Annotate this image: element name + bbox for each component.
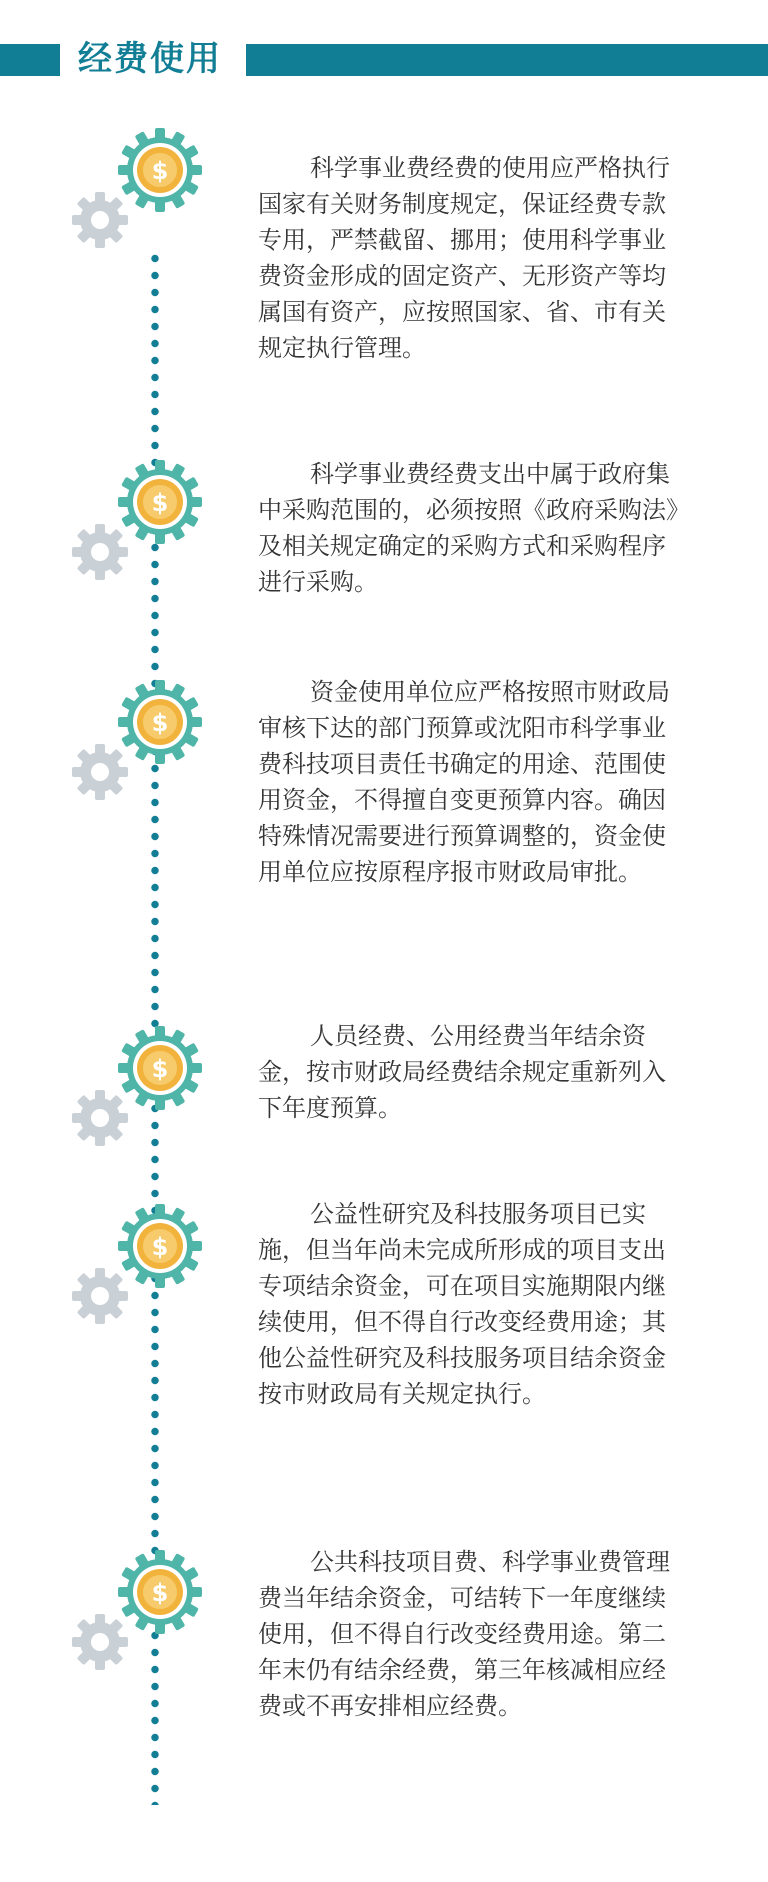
dollar-coin-gear-icon (118, 680, 202, 764)
timeline-node-1 (0, 128, 220, 288)
timeline-node-3 (0, 680, 220, 840)
header-bar-left (0, 44, 60, 76)
timeline-node-6 (0, 1550, 220, 1710)
timeline-node-2 (0, 460, 220, 620)
paragraph-1: 科学事业费经费的使用应严格执行国家有关财务制度规定，保证经费专款专用，严禁截留、挪用；使用科学事业费资金形成的固定资产、无形资产等均属国有资产，应按照国家、省、市有关规定执行管理。 (258, 154, 670, 362)
paragraph-5: 公益性研究及科技服务项目已实施，但当年尚未完成所形成的项目支出专项结余资金，可在项目实施期限内继续使用，但不得自行改变经费用途；其他公益性研究及科技服务项目结余资金按市财政局有关规定执行。 (258, 1200, 666, 1408)
paragraph-2: 科学事业费经费支出中属于政府集中采购范围的，必须按照《政府采购法》及相关规定确定的采购方式和采购程序进行采购。 (258, 460, 678, 596)
paragraph-4: 人员经费、公用经费当年结余资金，按市财政局经费结余规定重新列入下年度预算。 (258, 1022, 666, 1122)
paragraph-3: 资金使用单位应严格按照市财政局审核下达的部门预算或沈阳市科学事业费科技项目责任书确定的用途、范围使用资金，不得擅自变更预算内容。确因特殊情况需要进行预算调整的，资金使用单位应按原程序报市财政局审批。 (258, 678, 670, 886)
timeline-node-5 (0, 1204, 220, 1364)
paragraph-6: 公共科技项目费、科学事业费管理费当年结余资金，可结转下一年度继续使用，但不得自行改变经费用途。第二年末仍有结余经费，第三年核减相应经费或不再安排相应经费。 (258, 1548, 670, 1720)
dollar-coin-gear-icon (118, 1026, 202, 1110)
section-title: 经费使用 (78, 39, 222, 79)
dollar-coin-gear-icon (118, 460, 202, 544)
dollar-coin-gear-icon (118, 128, 202, 212)
timeline-node-4 (0, 1026, 220, 1186)
dollar-coin-gear-icon (118, 1204, 202, 1288)
dollar-coin-gear-icon (118, 1550, 202, 1634)
header-bar-right (246, 44, 768, 76)
